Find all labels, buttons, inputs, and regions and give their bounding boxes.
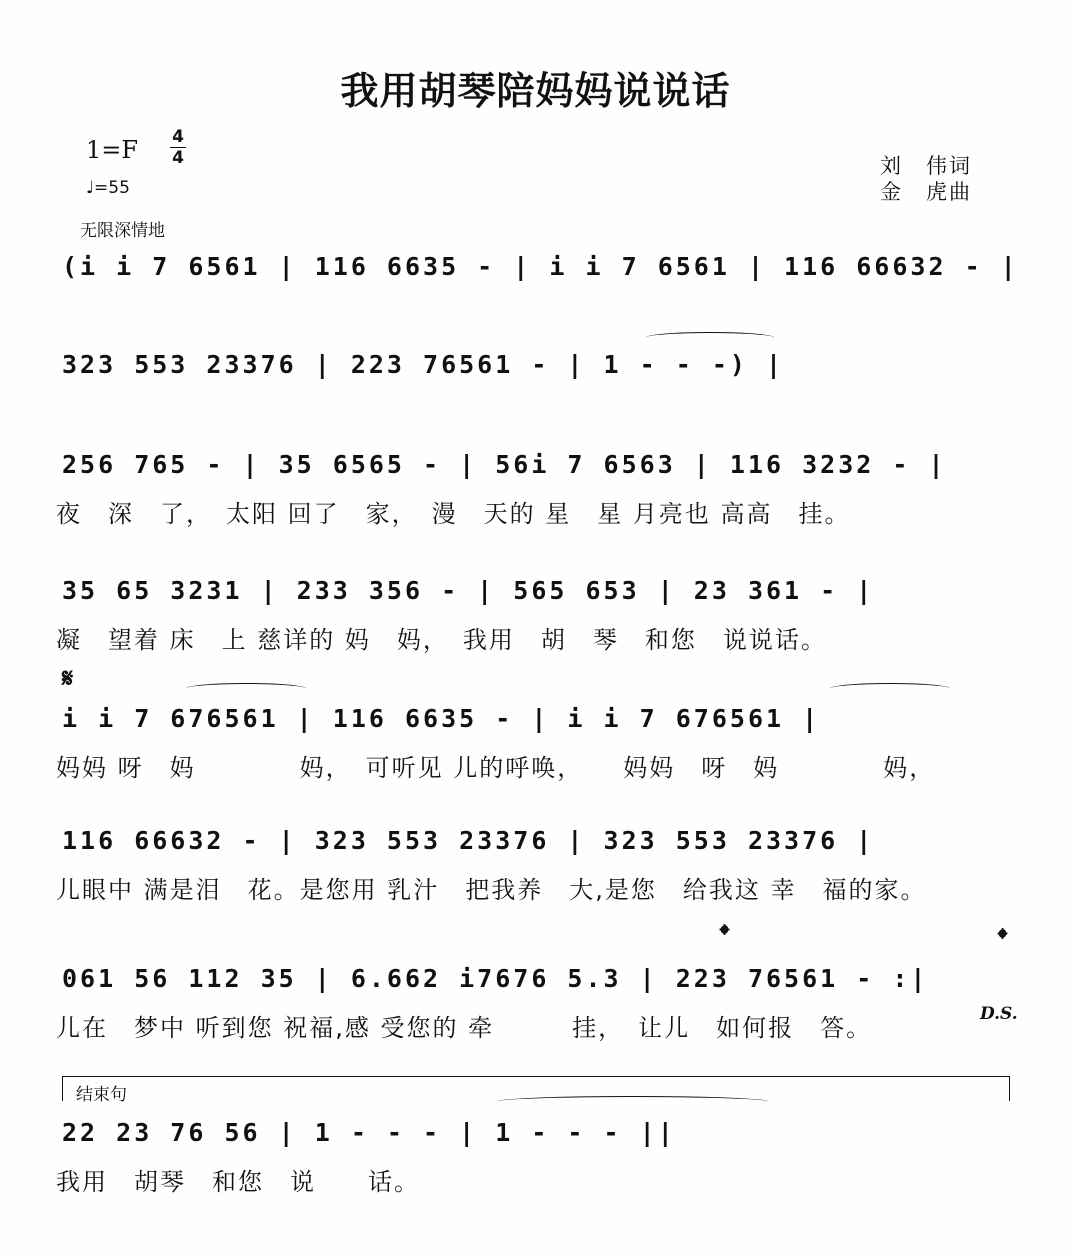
notation-line: (i i 7 6561 | 116 6635 - | i i 7 6561 | 116 66632 - | [62,252,1019,281]
time-signature [170,128,186,167]
notation-line: 116 66632 - | 323 553 23376 | 323 553 23376 | [62,826,875,855]
coda-sign: 𝄌 [720,920,729,950]
song-title: 我用胡琴陪妈妈说说话 [340,69,731,113]
lyric-line: 夜 深 了， 太阳 回了 家， 漫 天的 星 星 月亮也 高高 挂。 [56,500,851,528]
ending-label: 结束句 [76,1085,127,1105]
notation-line: 323 553 23376 | 223 76561 - | 1 - - -) | [62,350,785,379]
key-signature: 1=F [86,136,139,164]
time-signature-bottom: 4 [172,148,184,168]
slur-mark [498,1096,768,1107]
slur-mark [830,683,950,694]
composer-credit: 金 虎曲 [880,180,972,204]
notation-line: 256 765 - | 35 6565 - | 56i 7 6563 | 116 3232 - | [62,450,947,479]
lyric-line: 妈妈 呀 妈 妈， 可听见 儿的呼唤， 妈妈 呀 妈 妈， [56,754,936,782]
slur-mark [646,332,774,343]
notation-line: i i 7 676561 | 116 6635 - | i i 7 676561 | [62,704,821,733]
lyric-line: 我用 胡琴 和您 说 话。 [56,1168,420,1196]
dal-segno-mark: D.S. [980,1004,1018,1024]
lyric-line: 儿在 梦中 听到您 祝福,感 受您的 牵 挂， 让儿 如何报 答。 [56,1014,873,1042]
segno-sign: 𝄋 [62,664,74,694]
coda-sign: 𝄌 [998,924,1007,954]
lyric-line: 凝 望着 床 上 慈详的 妈 妈， 我用 胡 琴 和您 说说话。 [56,626,827,654]
lyricist-credit: 刘 伟词 [880,154,972,178]
expression-marking: 无限深情地 [80,221,165,241]
notation-line: 22 23 76 56 | 1 - - - | 1 - - - || [62,1118,676,1147]
tempo-marking: ♩=55 [86,178,130,198]
lyric-line: 儿眼中 满是泪 花。是您用 乳汁 把我养 大,是您 给我这 幸 福的家。 [56,876,927,904]
slur-mark [186,683,306,694]
time-signature-top: 4 [172,127,184,147]
notation-line: 061 56 112 35 | 6.662 i7676 5.3 | 223 76561 - :| [62,964,929,993]
notation-line: 35 65 3231 | 233 356 - | 565 653 | 23 361 - | [62,576,875,605]
